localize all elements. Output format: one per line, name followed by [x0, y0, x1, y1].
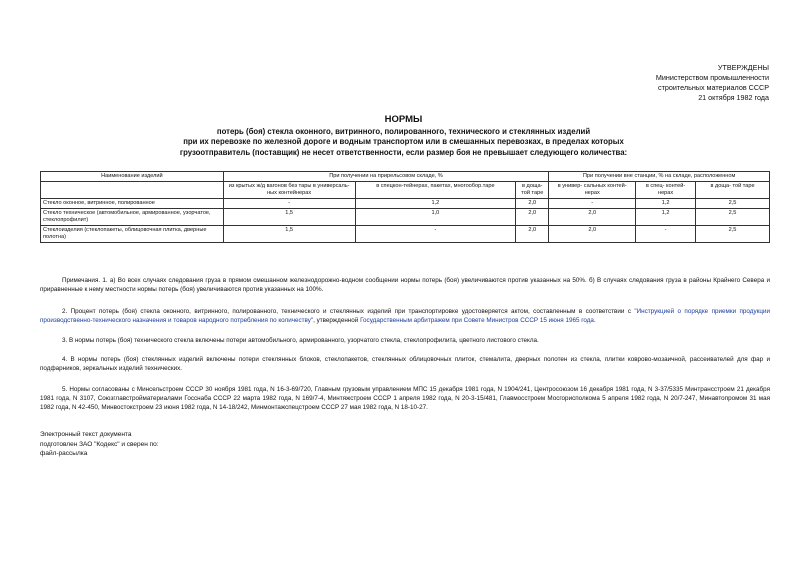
table-row [41, 199, 770, 209]
cell-value: 1,5 [223, 226, 355, 243]
subheader-empty [41, 182, 224, 199]
row-name: Стеклоизделия (стеклопакеты, облицовочная плитка, дверные полотна) [41, 226, 224, 243]
table-subheader-row [41, 182, 770, 199]
footer-line: файл-рассылка [40, 450, 88, 457]
cell-value: 2,5 [696, 199, 770, 209]
cell-value: 1,0 [355, 209, 516, 226]
row-name: Стекло оконное, витринное, полированное [41, 199, 224, 209]
row-name: Стекло техническое (автомобильное, армированное, узорчатое, стеклопрофилит) [41, 209, 224, 226]
cell-value: - [223, 199, 355, 209]
document-title [0, 115, 807, 158]
header-group-off-station: При получении вне станции, % на складе, расположенном [549, 172, 770, 182]
approval-line: УТВЕРЖДЕНЫ [717, 63, 769, 72]
title-line: потерь (боя) стекла оконного, витринного, полированного, технического и стеклянных изделий [216, 126, 591, 136]
arbitration-link[interactable]: Государственным арбитражем при Совете Министров СССР 15 июня 1965 года [360, 317, 594, 324]
subheader-special-containers: в спецкон-тейнерах, пакетах, многообор.таре [355, 182, 516, 199]
instruction-link[interactable]: "Инструкцией о порядке приемки продукции производственно-технического назначения и товаров народного потребления по количеству" [40, 308, 771, 324]
cell-value: 2,0 [516, 226, 549, 243]
cell-value: 1,2 [636, 209, 696, 226]
note-1 [40, 276, 770, 294]
cell-value: - [355, 226, 516, 243]
cell-value: 1,2 [355, 199, 516, 209]
cell-value: 2,5 [696, 226, 770, 243]
note-2 [40, 307, 770, 325]
footer-line: Электронный текст документа [40, 431, 132, 438]
subheader-special-containers-2: в спец- контей- нерах [636, 182, 696, 199]
header-name: Наименование изделий [41, 172, 224, 182]
note-text: 2. Процент потерь (боя) стекла оконного, витринного, полированного, технического и стеклянных изделий при транспортировке удостоверяется актом, составленным в соответствии с [62, 308, 635, 315]
note-text: 3. В нормы потерь (боя) технического стекла включены потери автомобильного, армированного, узорчатого стекла, стеклопрофилита, цветного листового стекла. [62, 337, 539, 344]
subheader-wooden-tare: в доща- той таре [516, 182, 549, 199]
title-line: грузоотправитель (поставщик) не несет ответственности, если размер боя не превышает следующего количества: [179, 147, 628, 157]
approval-date: 21 октября 1982 года [698, 93, 769, 102]
subheader-universal-containers: в универ- сальных контей- нерах [549, 182, 636, 199]
note-text: , утвержденной [313, 317, 361, 324]
cell-value: 2,0 [549, 226, 636, 243]
subheader-wooden-tare-2: в доща- той таре [696, 182, 770, 199]
note-3 [40, 336, 770, 345]
table-row [41, 226, 770, 243]
table-row [41, 209, 770, 226]
note-text: 4. В нормы потерь (боя) стеклянных изделий включены потери стеклянных блоков, стеклопакетов, стеклянных облицовочных плиток, стемалита, дверных полотен из стекла, плитки коврово-мозаичной, рассеивателей для фар и подфарников, зеркальных изделий технических. [40, 356, 770, 372]
note-text: . [593, 317, 596, 324]
cell-value: - [636, 226, 696, 243]
cell-value: - [549, 199, 636, 209]
table-header-row [41, 172, 770, 182]
note-5 [40, 385, 770, 412]
note-text: 5. Нормы согласованы с Минсельстроем СССР 30 ноября 1981 года, N 16-3-69/720, Главным грузовым управлением МПС 15 декабря 1981 года, N 1904/241, Центросоюзом 16 декабря 1981 года, N 3-37/5335 Минтрансстроем 21 декабря 1981 года, N 3107, Союзглавстройматериалами Госснаба СССР 22 марта 1982 года, N 169/7-4, Минтяжстроем СССР 1 апреля 1982 года, N 20-3-15/481, Главмосстроем Мосгорисполкома 5 апреля 1982 года, N 20/7-247, Минавтопромом 31 мая 1982 года, N 42-450, Минвостокстроем 23 июня 1982 года, N 14-18/242, Минмонтажспецстроем СССР 27 мая 1982 года, N 18-10-27. [40, 386, 770, 411]
subheader-covered-wagons: из крытых ж/д вагонов без тары в универсаль- ных контейнерах [223, 182, 355, 199]
approval-line: Министерством промышленности [655, 73, 769, 82]
footer-line: подготовлен ЗАО "Кодекс" и сверен по: [40, 440, 159, 448]
header-group-rail-warehouse: При получении на прирельсовом складе, % [223, 172, 549, 182]
cell-value: 2,0 [516, 199, 549, 209]
approval-line: строительных материалов СССР [658, 83, 769, 92]
norms-table [40, 171, 770, 243]
document-footer [40, 430, 159, 459]
approval-block [656, 63, 769, 103]
cell-value: 1,5 [223, 209, 355, 226]
cell-value: 2,0 [516, 209, 549, 226]
title-heading: НОРМЫ [384, 114, 423, 125]
note-text: Примечания. 1. а) Во всех случаях следования груза в прямом смешанном железнодорожно-водном сообщении нормы потерь (боя) увеличиваются против указанных на 50%. б) В случаях следования груза в районы Крайнего Севера и приравненные к нему местности нормы потерь (боя) увеличиваются против указанных на 100%. [40, 277, 770, 293]
title-line: при их перевозке по железной дороге и водным транспортом или в смешанных перевозках, в пределах которых [183, 137, 624, 146]
cell-value: 2,0 [549, 209, 636, 226]
note-4 [40, 355, 770, 373]
cell-value: 1,2 [636, 199, 696, 209]
cell-value: 2,5 [696, 209, 770, 226]
